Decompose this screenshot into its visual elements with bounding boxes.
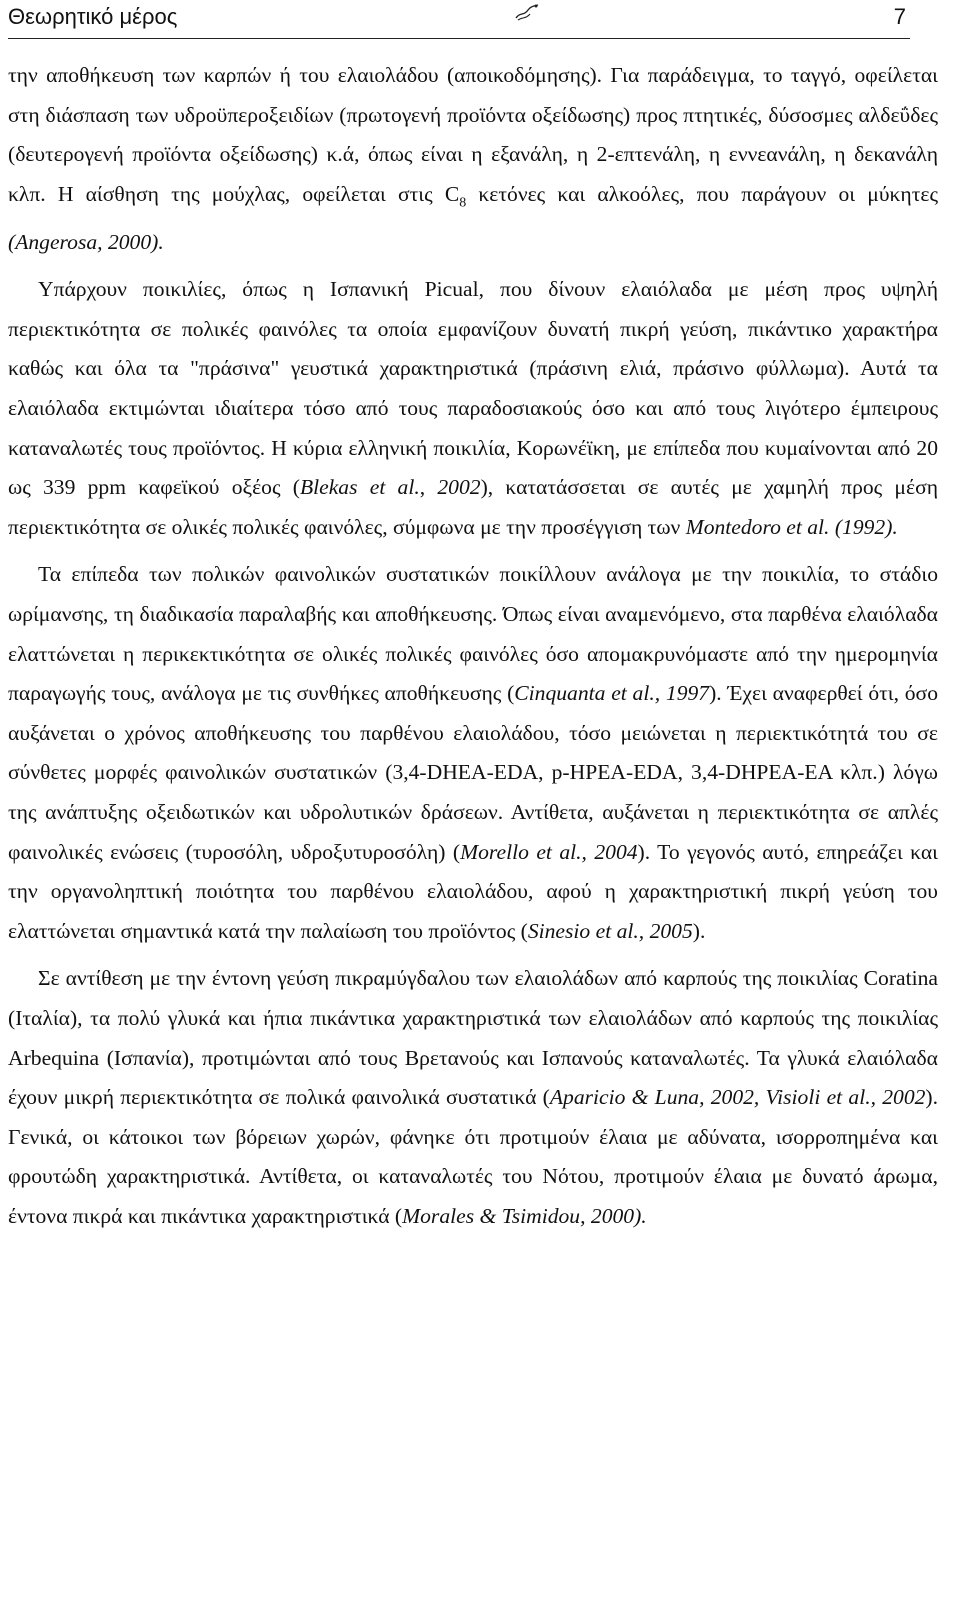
- paragraph-2: [8, 270, 938, 547]
- citation: 2002: [437, 475, 481, 500]
- text-span: ). Γενικά, οι κάτοικοι των βόρειων χωρών, φάνηκε ότι προτιμούν έλαια με αδύνατα, ισορροπημένα και φρουτώδη χαρακτηριστικά. Αντίθετα, οι καταναλωτές του Νότου, προτιμούν έλαια με δυνατό άρωμα, έντονα πικρά και πικάντικα χαρακτηριστικά (: [8, 1085, 939, 1228]
- citation: Morales & Tsimidou, 2000).: [402, 1203, 647, 1228]
- citation: Sinesio et al., 2005: [527, 918, 693, 943]
- citation: Aparicio & Luna, 2002, Visioli et al., 2002: [549, 1085, 926, 1110]
- section-title: Θεωρητικό μέρος: [8, 4, 178, 29]
- text-span: κετόνες και αλκοόλες, που παράγουν οι μύκητες: [466, 181, 938, 206]
- text-span: ,: [419, 475, 438, 500]
- paragraph-3: [8, 555, 938, 951]
- text-span: ), κατατάσσεται σε αυτές με χαμηλή προς μέση περιεκτικότητα σε ολικές πολικές φαινόλες, σύμφωνα με την προσέγγιση των: [8, 475, 938, 539]
- citation: (Angerosa, 2000).: [8, 229, 164, 254]
- page-body: [8, 56, 938, 1237]
- citation: Cinquanta et al., 1997: [514, 681, 710, 706]
- citation: Morello et al., 2004: [460, 839, 638, 864]
- text-span: Υπάρχουν ποικιλίες, όπως η Ισπανική Picual, που δίνουν ελαιόλαδα με μέση προς υψηλή περιεκτικότητα σε πολικές φαινόλες τα οποία εμφανίζουν δυνατή πικρή γεύση, πικάντικο χαρακτήρα καθώς και όλα τα "πράσινα" γευστικά χαρακτηριστικά (πράσινη ελιά, πράσινο φύλλωμα). Αυτά τα ελαιόλαδα εκτιμώνται ιδιαίτερα τόσο από τους παραδοσιακούς όσο και από τους λιγότερο έμπειρους καταναλωτές τους προϊόντος. Η κύρια ελληνική ποικιλία, Κορωνέϊκη, με επίπεδα που κυμαίνονται από 20 ως 339 ppm καφεϊκού οξέος (: [8, 277, 938, 500]
- paragraph-4: [8, 959, 938, 1236]
- citation: Blekas et al.: [299, 475, 420, 500]
- text-span: Σε αντίθεση με την έντονη γεύση πικραμύγδαλου των ελαιολάδων από καρπούς της ποικιλίας Coratina (Ιταλία), τα πολύ γλυκά και ήπια πικάντικα χαρακτηριστικά των ελαιολάδων από καρπούς της ποικιλίας Arbequina (Ισπανία), προτιμώνται από τους Βρετανούς και Ισπανούς καταναλωτές. Τα γλυκά ελαιόλαδα έχουν μικρή περιεκτικότητα σε πολικά φαινολικά συστατικά (: [8, 966, 938, 1110]
- paragraph-1: [8, 56, 938, 262]
- hand-writing-icon: [514, 2, 540, 28]
- text-span: ).: [692, 918, 706, 943]
- subscript: 8: [459, 195, 467, 211]
- text-span: την αποθήκευση των καρπών ή του ελαιολάδου (αποικοδόμησης). Για παράδειγμα, το ταγγό, οφείλεται στη διάσπαση των υδροϋπεροξειδίων (πρωτογενή προϊόντα οξείδωσης) προς πτητικές, δύσοσμες αλδεΰδες (δευτερογενή προϊόντα οξείδωσης) κ.ά, όπως είναι η εξανάλη, η 2-επτενάλη, η εννεανάλη, η δεκανάλη κλπ. Η αίσθηση της μούχλας, οφείλεται στις C: [8, 63, 938, 206]
- text-span: ). Έχει αναφερθεί ότι, όσο αυξάνεται ο χρόνος αποθήκευσης του παρθένου ελαιολάδου, τόσο μειώνεται η περιεκτικότητά του σε σύνθετες μορφές φαινολικών συστατικών (3,4-DHEA-EDA, p-HPEA-EDA, 3,4-DHPEA-EA κλπ.) λόγω της ανάπτυξης οξειδωτικών και υδρολυτικών δράσεων. Αντίθετα, αυξάνεται η περιεκτικότητα σε απλές φαινολικές ενώσεις (τυροσόλη, υδροξυτυροσόλη) (: [8, 681, 938, 864]
- page-header: [8, 0, 910, 39]
- page-number: 7: [893, 4, 906, 29]
- text-span: Τα επίπεδα των πολικών φαινολικών συστατικών ποικίλλουν ανάλογα με την ποικιλία, το στάδιο ωρίμανσης, τη διαδικασία παραλαβής και αποθήκευσης. Όπως είναι αναμενόμενο, στα παρθένα ελαιόλαδα ελαττώνεται η περικεκτικότητα σε ολικές πολικές φαινόλες όσο απομακρυνόμαστε από την ημερομηνία παραγωγής τους, ανάλογα με τις συνθήκες αποθήκευσης (: [8, 562, 938, 706]
- text-span: ). Το γεγονός αυτό, επηρεάζει και την οργανοληπτική ποιότητα του παρθένου ελαιολάδου, αφού η χαρακτηριστική πικρή γεύση του ελαττώνεται σημαντικά κατά την παλαίωση του προϊόντος (: [8, 839, 938, 943]
- citation: Montedoro et al. (1992).: [685, 514, 898, 539]
